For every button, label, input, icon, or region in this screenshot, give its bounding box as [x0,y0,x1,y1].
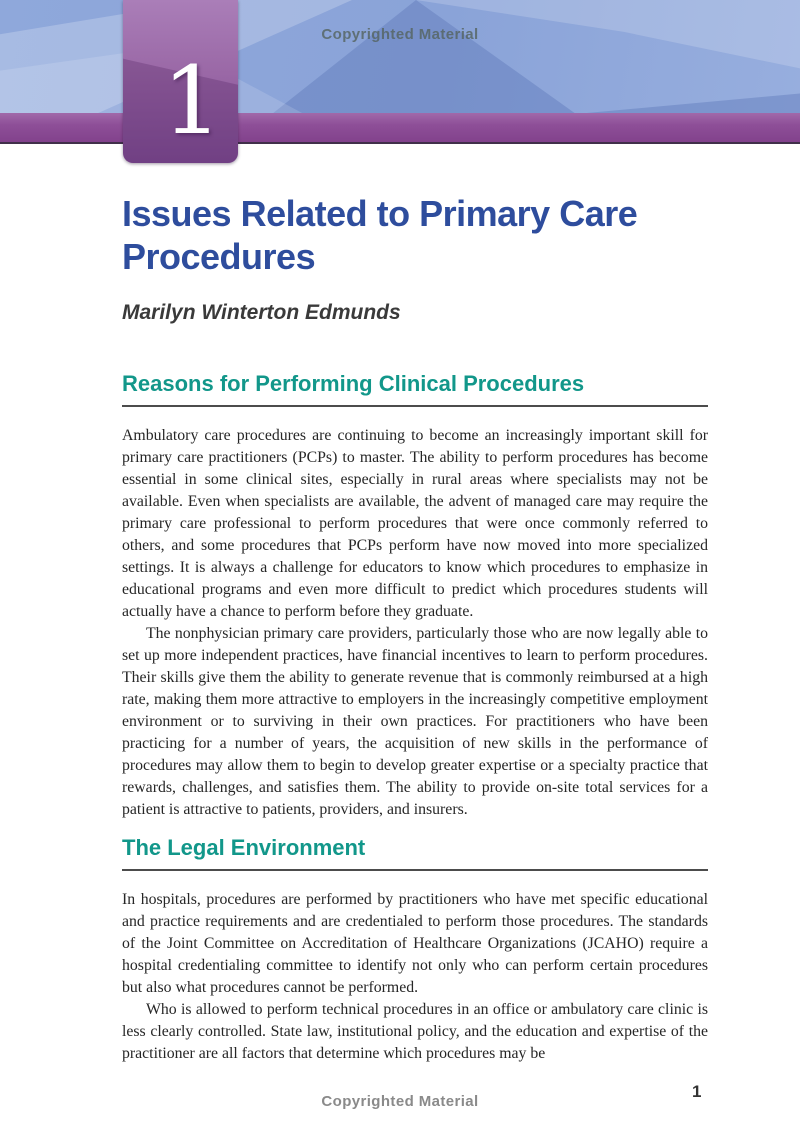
paragraph: In hospitals, procedures are performed by practitioners who have met specific educational and practice requirements and are credentialed to perform those procedures. The standards of the Joint Committee on Accreditation of Healthcare Organizations (JCAHO) require a hospital credentialing committee to identify not only who can perform certain procedures but also what procedures cannot be performed. [122,891,708,996]
banner-blue-background [0,0,800,114]
chapter-author: Marilyn Winterton Edmunds [122,301,401,324]
chapter-title: Issues Related to Primary Care Procedures [122,193,638,277]
paragraph: The nonphysician primary care providers, particularly those who are now legally able to set up more independent practices, have financial incentives to learn to perform procedures. Their skills give them the ability to generate revenue that is commonly reimbursed at a high rate, making them more attractive to employers in the increasingly competitive employment environment or to surviving in their own practices. For practitioners who have been practicing for a number of years, the acquisition of new skills in the performance of procedures may allow them to begin to develop greater expertise or a specialty practice that rewards, challenges, and satisfies them. The ability to provide on-site total services for a patient is attractive to patients, providers, and insurers. [122,625,708,818]
paragraph: Ambulatory care procedures are continuing to become an increasingly important skill for primary care practitioners (PCPs) to master. The ability to perform procedures has become essential in some clinical sites, especially in rural areas where specialists may not be available. Even when specialists are available, the advent of managed care may require the primary care professional to perform procedures that were once commonly referred to others, and some procedures that PCPs perform have now moved into more specialized settings. It is always a challenge for educators to know which procedures to emphasize in educational programs and even more difficult to predict which procedures students will actually have a chance to perform before they graduate. [122,427,708,620]
chapter-number: 1 [162,47,222,156]
banner-purple-stripe [0,113,800,142]
page-number: 1 [692,1082,702,1101]
chapter-banner [0,0,800,144]
page-content [122,144,708,1065]
section-heading-legal: The Legal Environment [122,835,708,871]
copyright-notice-bottom: Copyrighted Material [321,1093,479,1110]
chapter-number-tab [123,0,238,163]
copyright-notice-top: Copyrighted Material [321,26,479,43]
paragraph: Who is allowed to perform technical procedures in an office or ambulatory care clinic is less clearly controlled. State law, institutional policy, and the education and expertise of the practitioner are all factors that determine which procedures may be [122,1001,708,1062]
section-heading-reasons: Reasons for Performing Clinical Procedures [122,371,708,407]
